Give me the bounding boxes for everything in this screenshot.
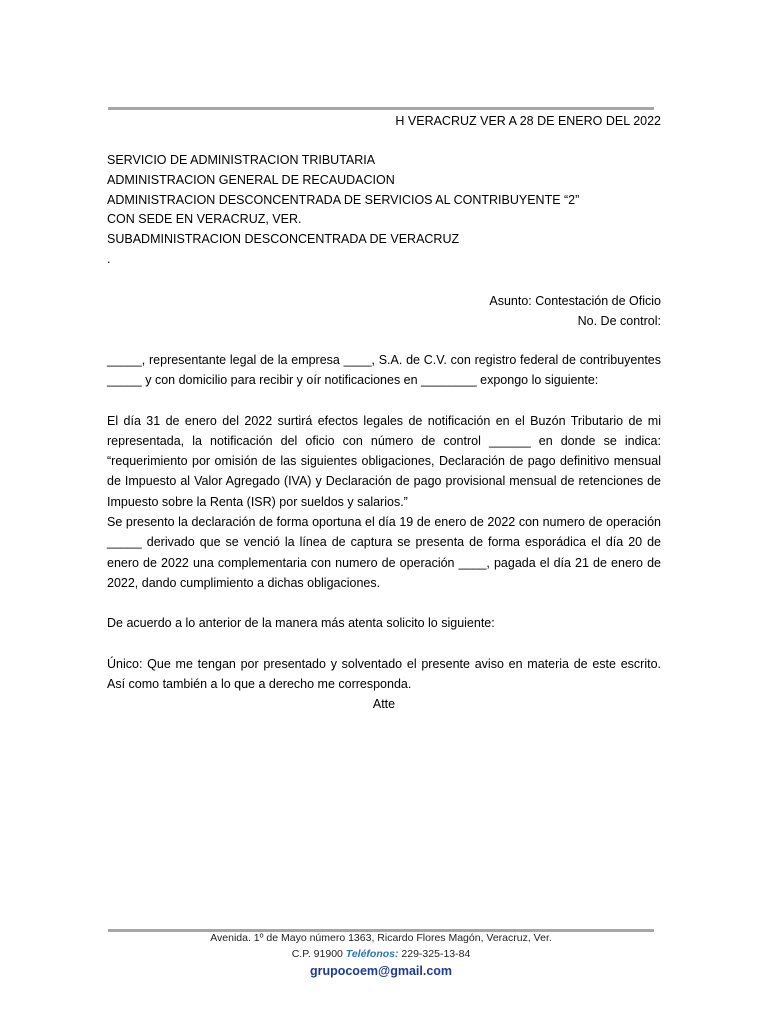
letter-date: H VERACRUZ VER A 28 DE ENERO DEL 2022 <box>395 114 661 128</box>
request-paragraph: De acuerdo a lo anterior de la manera más atenta solicito lo siguiente: <box>107 616 495 631</box>
closing-text: Atte <box>372 697 396 712</box>
control-number-line: No. De control: <box>577 314 661 328</box>
recipient-line: ADMINISTRACION GENERAL DE RECAUDACION <box>107 172 395 187</box>
recipient-line: CON SEDE EN VERACRUZ, VER. <box>107 212 302 227</box>
recipient-line: ADMINISTRACION DESCONCENTRADA DE SERVICIOS AL CONTRIBUYENTE “2” <box>107 192 580 207</box>
header-rule <box>108 107 654 110</box>
footer-cp: C.P. 91900 <box>291 947 346 960</box>
unico-paragraph: Único: Que me tengan por presentado y solventado el presente aviso en materia de este escrito. Así como también a lo que a derecho me corresponda. <box>107 656 661 691</box>
footer <box>108 931 654 980</box>
footer-email: grupocoem@gmail.com <box>309 964 453 978</box>
recipient-line: SUBADMINISTRACION DESCONCENTRADA DE VERACRUZ <box>107 232 460 247</box>
subject-block <box>489 291 661 331</box>
recipient-line: SERVICIO DE ADMINISTRACION TRIBUTARIA <box>107 153 376 167</box>
asunto-value: Contestación de Oficio <box>531 294 661 308</box>
recipient-block <box>107 151 579 270</box>
letter-body <box>107 350 661 714</box>
intro-paragraph: _____, representante legal de la empresa ____, S.A. de C.V. con registro federal de contribuyentes _____ y con domicilio para recibir y oír notificaciones en ________ expongo lo siguiente: <box>107 353 661 388</box>
footer-phones-label: Teléfonos: <box>345 947 399 960</box>
asunto-label: Asunto: <box>489 294 532 308</box>
notification-paragraph: El día 31 de enero del 2022 surtirá efectos legales de notificación en el Buzón Tributario de mi representada, la notificación del oficio con número de control ______ en donde se indica: “requerimiento por omisión de las siguientes obligaciones, Declaración de pago definitivo mensual de Impuesto al Valor Agregado (IVA) y Declaración de pago provisional mensual de retenciones de Impuesto sobre la Renta (ISR) por sueldos y salarios.” <box>107 413 661 509</box>
declaration-paragraph: Se presento la declaración de forma oportuna el día 19 de enero de 2022 con numero de operación _____ derivado que se venció la línea de captura se presenta de forma esporádica el día 20 de enero de 2022 una complementaria con numero de operación ____, pagada el día 21 de enero de 2022, dando cumplimiento a dichas obligaciones. <box>107 515 661 590</box>
footer-contact <box>108 947 654 963</box>
recipient-line: . <box>107 251 111 266</box>
footer-address: Avenida. 1º de Mayo número 1363, Ricardo Flores Magón, Veracruz, Ver. <box>210 932 552 944</box>
footer-phones: 229-325-13-84 <box>398 947 471 960</box>
subject-line <box>489 291 661 311</box>
